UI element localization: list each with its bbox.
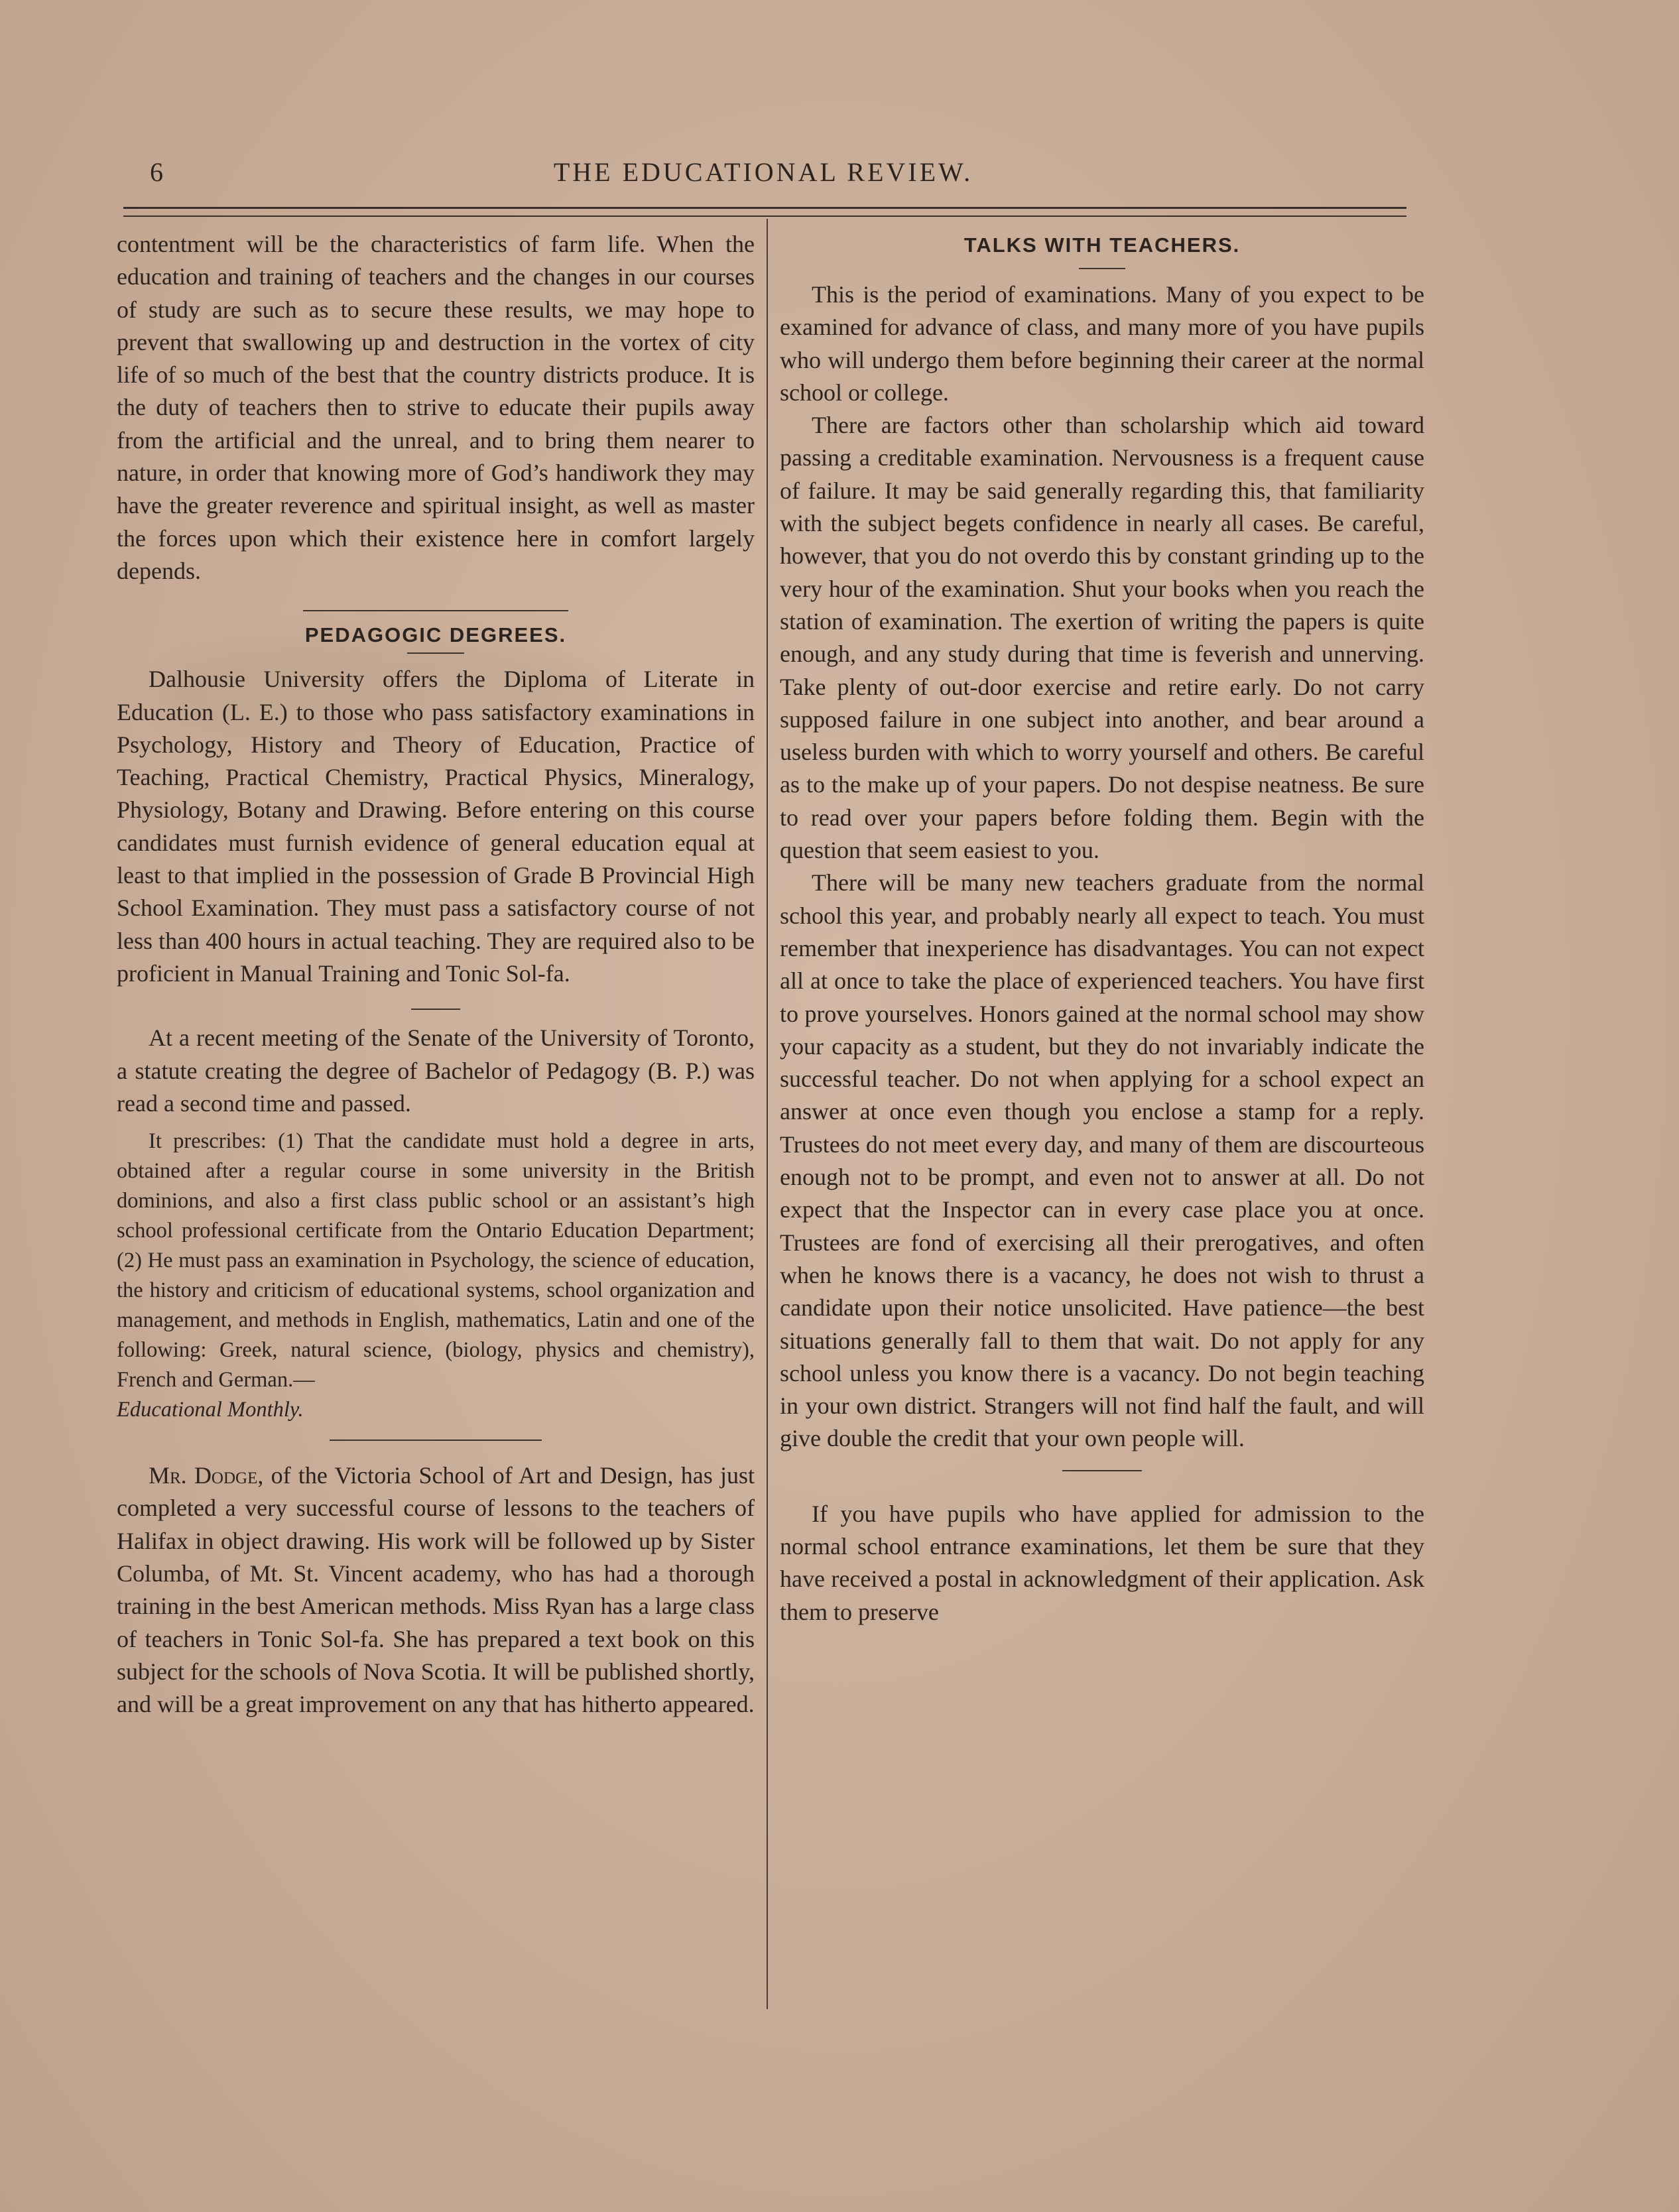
column-divider: [767, 219, 768, 2009]
dodge-text: , of the Victoria School of Art and Design, has just completed a very successful course of lessons to the teachers of Halifax in object drawing. His work will be followed up by Sister Columba, of Mt. St. Vincent academy, who has had a thorough training in the best American methods. Miss Ryan has a large class of teachers in Tonic Sol-fa. She has prepared a text book on this subject for the schools of Nova Scotia. It will be published shortly, and will be a great improvement on any that has hitherto appeared.: [117, 1462, 755, 1718]
running-title: THE EDUCATIONAL REVIEW.: [553, 157, 973, 187]
pedagogic-degrees-heading: PEDAGOGIC DEGREES.: [304, 623, 567, 647]
page-header: [123, 156, 1403, 196]
farm-life-paragraph: contentment will be the characteristics of farm life. When the education and training of teachers and the changes in our courses of study are such as to secure these results, we may hope to prevent that swallowing up and destruction in the vortex of city life of so much of the best that the country districts produce. It is the duty of teachers then to strive to educate their pupils away from the artificial and the unreal, and to bring them nearer to nature, in order that knowing more of God’s handiwork they may have the greater reverence and spiritual insight, as well as master the forces upon which their existence here in comfort largely depends.: [117, 231, 755, 584]
item-rule: [330, 1440, 542, 1441]
page-number: 6: [150, 157, 164, 187]
heading-rule: [407, 652, 464, 654]
dodge-paragraph: [117, 1459, 755, 1721]
factors-paragraph: There are factors other than scholarship which aid toward passing a creditable examination. Nervousness is a frequent cause of failure. It may be said generally regarding this, that familiarity with the subject begets confidence in nearly all cases. Be careful, however, that you do not overdo this by constant grinding up to the very hour of the examination. Shut your books when you reach the station of examination. The exertion of writing the papers is quite enough, and any study during that time is feverish and unnerving. Take plenty of out-door exercise and retire early. Do not carry supposed failure in one subject into another, and bear around a useless burden with which to worry yourself and others. Be careful as to the make up of your papers. Do not despise neatness. Be sure to read over your papers before folding them. Begin with the question that seem easiest to you.: [780, 412, 1424, 864]
dodge-name: Mr. Dodge: [149, 1462, 258, 1489]
new-teachers-paragraph: There will be many new teachers graduate from the normal school this year, and probably nearly all expect to teach. You must remember that inexperience has disadvantages. You can not expect all at once to take the place of experienced teachers. You have first to prove yourselves. Honors gained at the normal school may show your capacity as a student, but they do not invariably indicate the successful teacher. Do not when applying for a school expect an answer at once even though you enclose a stamp for a reply. Trustees do not meet every day, and many of them are discourteous enough not to be prompt, and even not to answer at all. Do not expect that the Inspector can in every case place you at once. Trustees are fond of exercising all their prerogatives, and often when he knows there is a vacancy, he does not wish to thrust a candidate upon their notice unsolicited. Have patience—the best situations generally fall to them that wait. Do not apply for any school unless you know there is a vacancy. Do not begin teaching in your own district. Strangers will not find half the fault, and will give double the credit that your own people will.: [780, 869, 1424, 1452]
item-rule: [1062, 1470, 1142, 1471]
prescribes-paragraph: [117, 1127, 755, 1425]
heading-rule: [1079, 268, 1125, 269]
toronto-paragraph: At a recent meeting of the Senate of the University of Toronto, a statute creating the degree of Bachelor of Pedagogy (B. P.) was read a second time and passed.: [117, 1024, 755, 1117]
header-rule: [123, 207, 1406, 217]
talks-with-teachers-heading: TALKS WITH TEACHERS.: [964, 233, 1241, 257]
dalhousie-paragraph: Dalhousie University offers the Diploma of Literate in Education (L. E.) to those who pass satisfactory examinations in Psychology, History and Theory of Education, Practice of Teaching, Practical Chemistry, Practical Physics, Mineralogy, Physiology, Botany and Drawing. Before entering on this course candidates must furnish evidence of general education equal at least to that implied in the possession of Grade B Provincial High School Examination. They must pass a satisfactory course of not less than 400 hours in actual teaching. They are required also to be proficient in Manual Training and Tonic Sol-fa.: [117, 666, 755, 987]
prescribes-text: It prescribes: (1) That the candidate must hold a degree in arts, obtained after a regular course in some university in the British dominions, and also a first class public school or an assistant’s high school professional certificate from the Ontario Education Department; (2) He must pass an examination in Psychology, the science of education, the history and criticism of educational systems, school organization and management, and methods in English, mathematics, Latin and one of the following: Greek, natural science, (biology, physics and chemistry), French and German.—: [117, 1129, 755, 1392]
section-rule: [303, 610, 568, 611]
right-column: [780, 224, 1424, 1628]
left-column: [117, 224, 755, 1721]
admission-paragraph: If you have pupils who have applied for admission to the normal school entrance examinations, let them be sure that they have received a postal in acknowledgment of their application. Ask them to preserve: [780, 1500, 1424, 1625]
source-citation: Educational Monthly.: [117, 1398, 304, 1422]
examinations-paragraph: This is the period of examinations. Many of you expect to be examined for advance of class, and many more of you have pupils who will undergo them before beginning their career at the normal school or college.: [780, 281, 1424, 406]
item-rule: [411, 1009, 460, 1010]
